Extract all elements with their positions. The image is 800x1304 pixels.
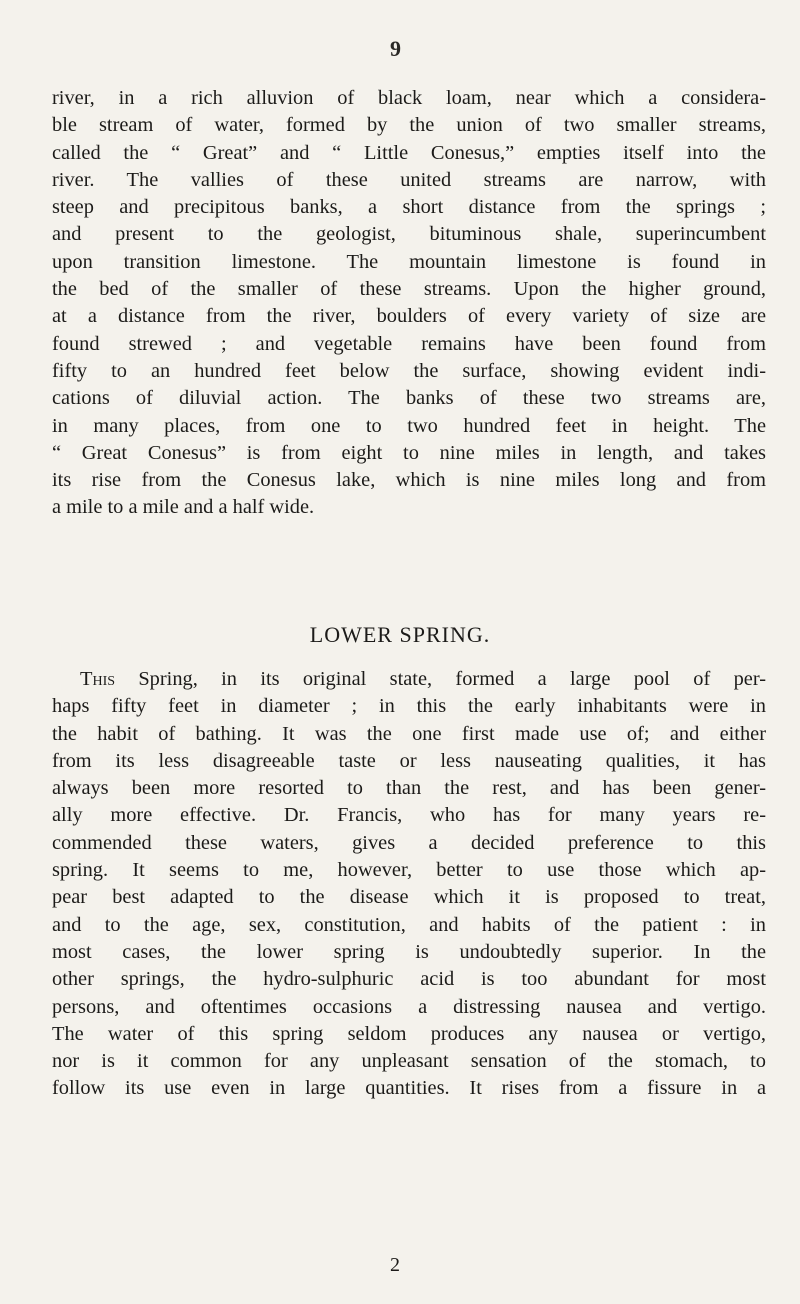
text-line: fifty to an hundred feet below the surface, showing evident indi- <box>52 359 766 382</box>
text-line: other springs, the hydro-sulphuric acid is too abundant for most <box>52 968 766 991</box>
text-line: river, in a rich alluvion of black loam, near which a considera- <box>52 87 766 109</box>
text-line: called the “ Great” and “ Little Conesus,” empties itself into the <box>52 141 766 164</box>
paragraph-river-description <box>52 85 766 522</box>
paragraph-lower-spring <box>52 666 766 1103</box>
text-line: the habit of bathing. It was the one first made use of; and either <box>52 722 766 745</box>
text-line: in many places, from one to two hundred feet in height. The <box>52 414 766 437</box>
text-line: and to the age, sex, constitution, and habits of the patient : in <box>52 913 766 936</box>
text-line: ally more effective. Dr. Francis, who has for many years re- <box>52 804 766 827</box>
text-line: river. The vallies of these united streams are narrow, with <box>52 168 766 191</box>
text-line: its rise from the Conesus lake, which is nine miles long and from <box>52 469 766 492</box>
text-line: haps fifty feet in diameter ; in this the early inhabitants were in <box>52 695 766 718</box>
text-line-first <box>52 666 766 693</box>
text-line: at a distance from the river, boulders of every variety of size are <box>52 305 766 328</box>
text-line: commended these waters, gives a decided preference to this <box>52 831 766 854</box>
text-line: the bed of the smaller of these streams. Upon the higher ground, <box>52 278 766 301</box>
text-line: most cases, the lower spring is undoubtedly superior. In the <box>52 940 766 963</box>
signature-mark: 2 <box>390 1254 400 1276</box>
text-line: nor is it common for any unpleasant sensation of the stomach, to <box>52 1050 766 1073</box>
text-line: persons, and oftentimes occasions a distressing nausea and vertigo. <box>52 995 766 1018</box>
text-line: ble stream of water, formed by the union of two smaller streams, <box>52 114 766 137</box>
text-line: and present to the geologist, bituminous shale, superincumbent <box>52 223 766 246</box>
text-line: upon transition limestone. The mountain limestone is found in <box>52 250 766 273</box>
section-heading: LOWER SPRING. <box>309 622 491 647</box>
text-line: always been more resorted to than the rest, and has been gener- <box>52 777 766 800</box>
text-line: The water of this spring seldom produces any nausea or vertigo, <box>52 1022 766 1045</box>
text-line: spring. It seems to me, however, better to use those which ap- <box>52 859 766 882</box>
text-line: “ Great Conesus” is from eight to nine miles in length, and takes <box>52 441 766 464</box>
text-line: found strewed ; and vegetable remains have been found from <box>52 332 766 355</box>
text-line: from its less disagreeable taste or less nauseating qualities, it has <box>52 749 766 772</box>
text-line: steep and precipitous banks, a short distance from the springs ; <box>52 196 766 219</box>
page-number: 9 <box>390 36 401 61</box>
text-line: pear best adapted to the disease which it is proposed to treat, <box>52 886 766 909</box>
text-line: a mile to a mile and a half wide. <box>52 496 315 519</box>
text-line: follow its use even in large quantities. It rises from a fissure in a <box>52 1077 766 1100</box>
first-line-rest: Spring, in its original state, formed a large pool of per- <box>115 668 766 690</box>
text-line: cations of diluvial action. The banks of these two streams are, <box>52 387 766 410</box>
drop-word: This <box>80 668 116 690</box>
